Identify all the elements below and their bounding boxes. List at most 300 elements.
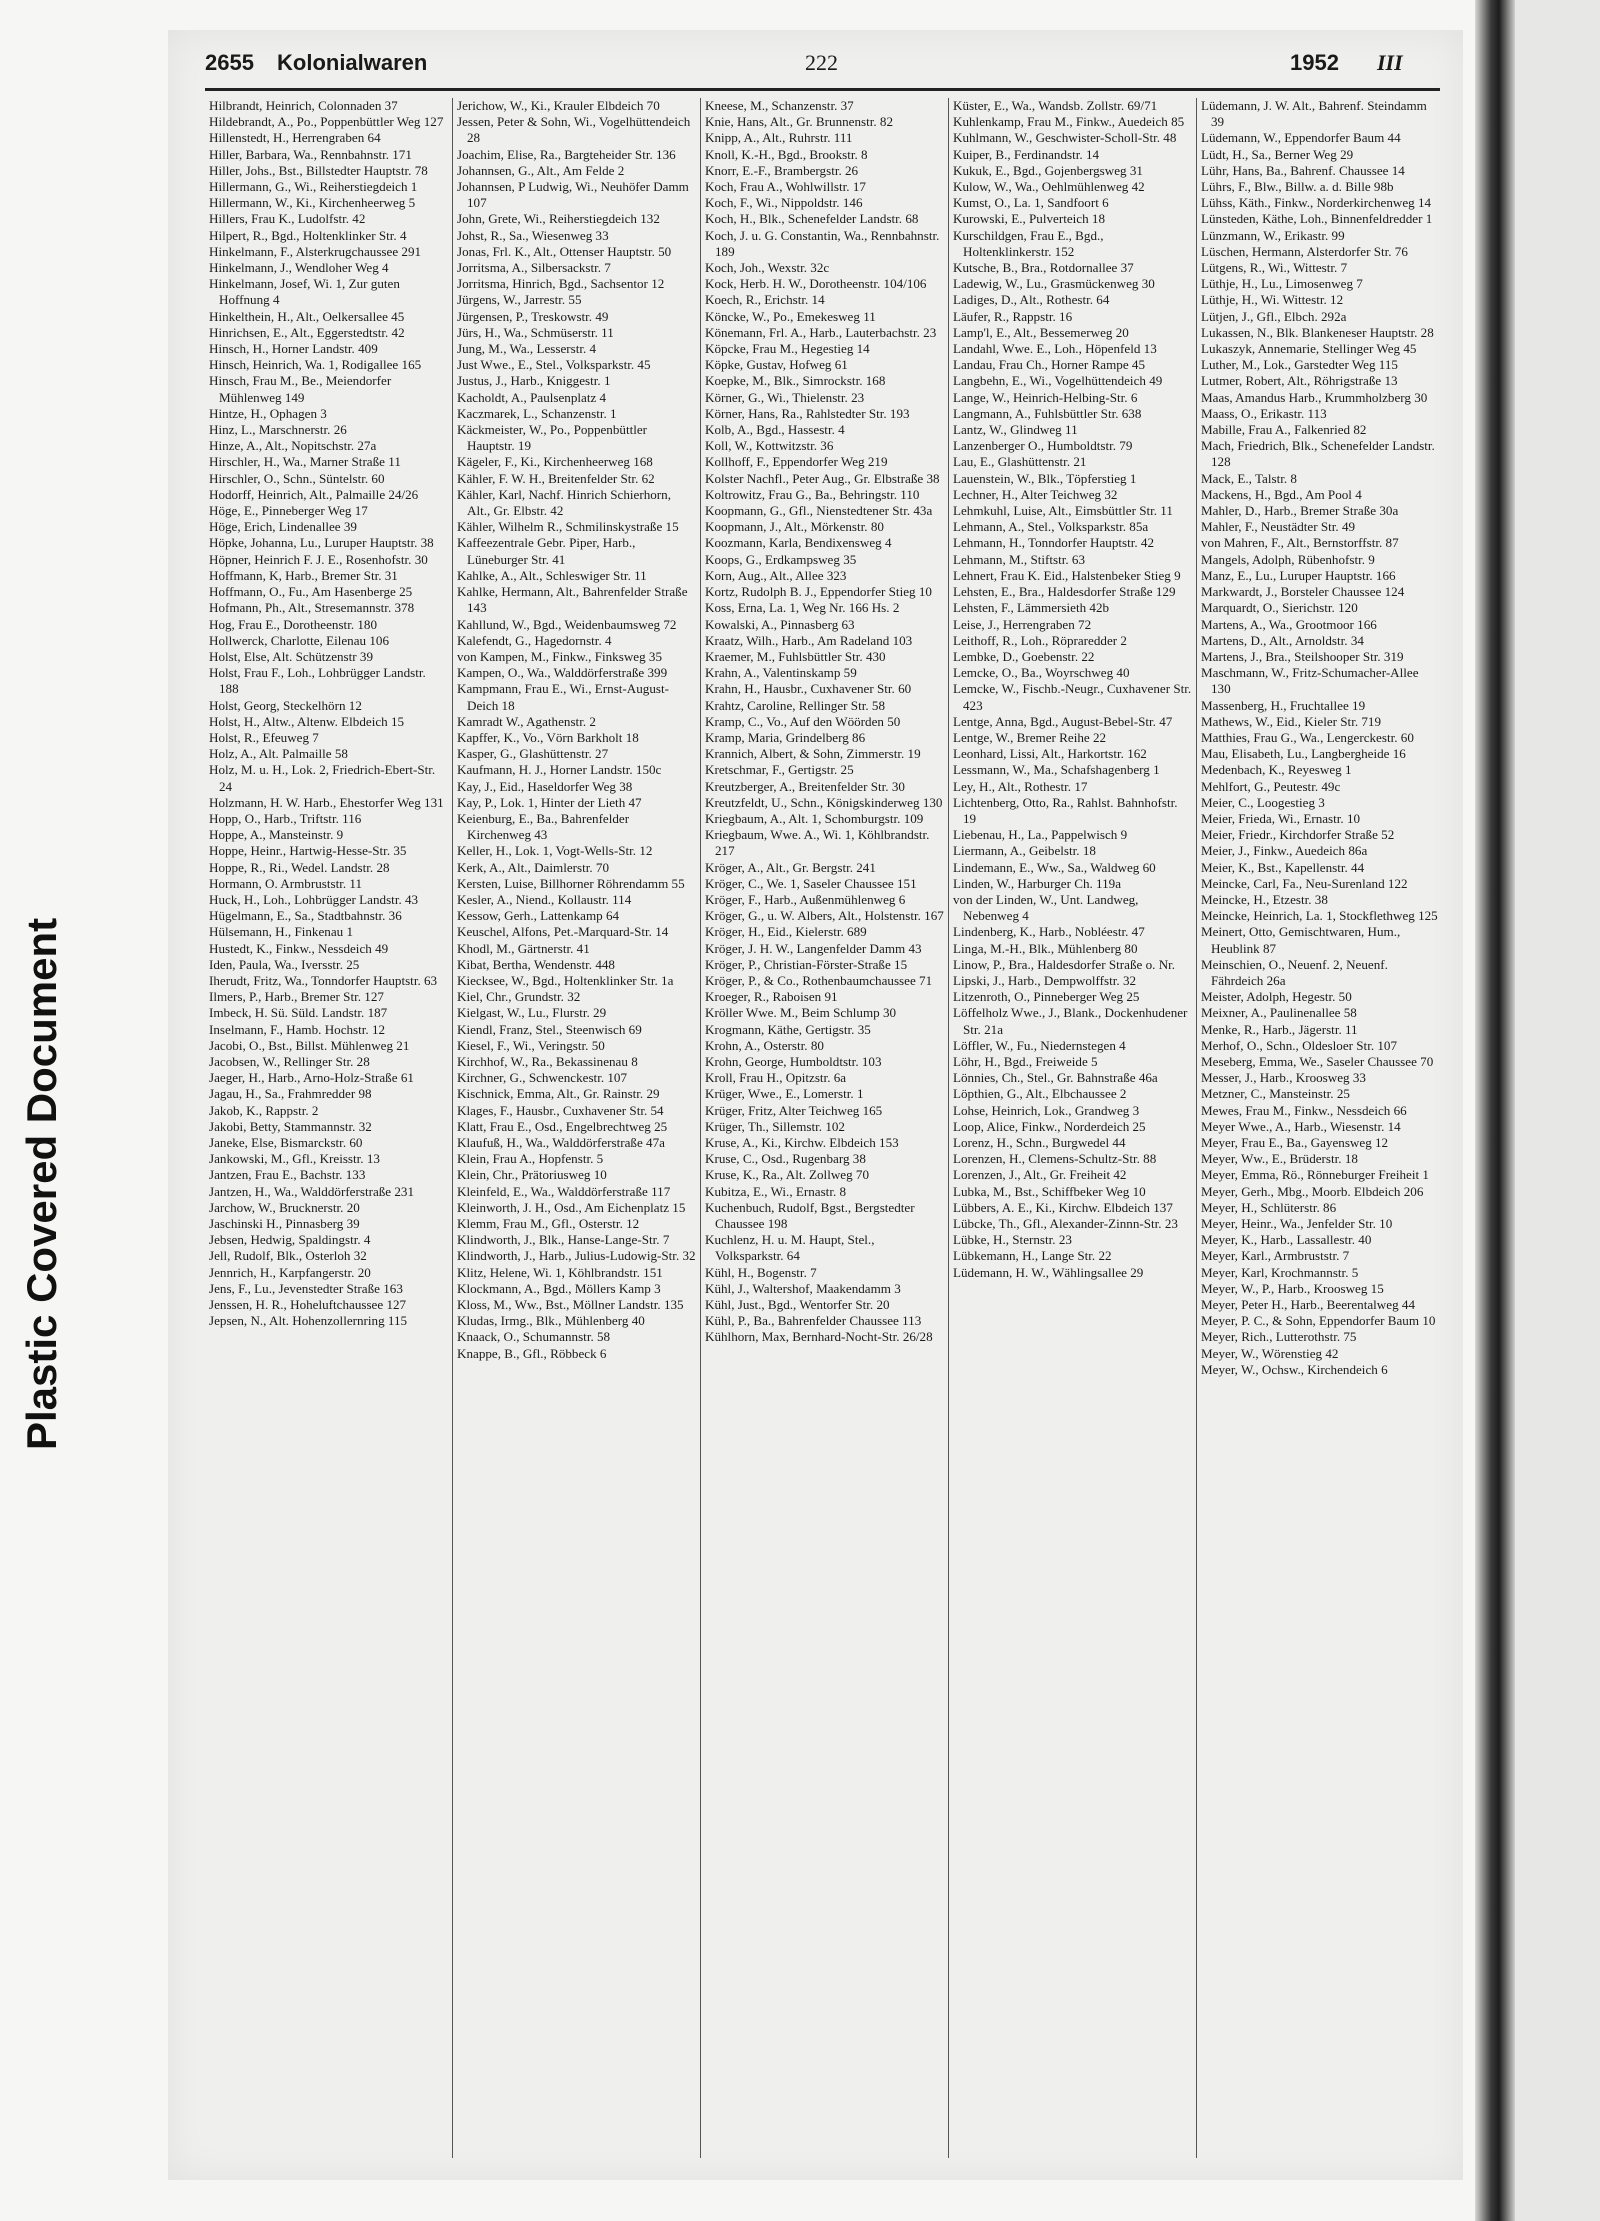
directory-entry: Kirchhof, W., Ra., Bekassinenau 8 <box>457 1053 638 1069</box>
directory-entry: Kleinworth, J. H., Osd., Am Eichenplatz 15 <box>457 1199 686 1215</box>
directory-entry: Lipski, J., Harb., Dempwolffstr. 32 <box>953 972 1137 988</box>
directory-entry: Kühl, H., Bogenstr. 7 <box>705 1264 817 1280</box>
directory-entry: Lehsten, E., Bra., Haldesdorfer Straße 129 <box>953 584 1176 600</box>
directory-entry: Jessen, Peter & Sohn, Wi., Vogelhüttendeich 28 <box>457 114 691 146</box>
directory-entry: Jung, M., Wa., Lesserstr. 4 <box>457 341 597 357</box>
directory-entry: Janeke, Else, Bismarckstr. 60 <box>209 1135 363 1150</box>
directory-entry: Köpcke, Frau M., Hegestieg 14 <box>705 341 870 357</box>
directory-entry: Holst, Else, Alt. Schützenstr 39 <box>209 648 374 664</box>
directory-entry: Kruse, K., Ra., Alt. Zollweg 70 <box>705 1167 870 1183</box>
directory-entry: Kolster Nachfl., Peter Aug., Gr. Elbstraße 38 <box>705 470 940 486</box>
directory-entry: Koozmann, Karla, Bendixensweg 4 <box>705 535 892 551</box>
directory-entry: Lüdemann, J. W. Alt., Bahrenf. Steindamm 39 <box>1201 98 1427 130</box>
directory-entry: Kroeger, R., Raboisen 91 <box>705 989 838 1005</box>
directory-entry: Lüthje, H., Wi. Wittestr. 12 <box>1201 292 1344 308</box>
year-label: 1952 <box>1290 50 1339 75</box>
directory-column-5 <box>1197 98 1445 2158</box>
directory-entry: Koech, R., Erichstr. 14 <box>705 292 825 308</box>
directory-entry: Khodl, M., Gärtnerstr. 41 <box>457 940 590 956</box>
directory-entry: Lantz, W., Glindweg 11 <box>953 422 1078 438</box>
directory-entry: Johst, R., Sa., Wiesenweg 33 <box>457 227 609 243</box>
directory-entry: Linga, M.-H., Blk., Mühlenberg 80 <box>953 940 1138 956</box>
directory-entry: Lüdemann, H. W., Wählingsallee 29 <box>953 1264 1144 1280</box>
directory-entry: Kessow, Gerh., Lattenkamp 64 <box>457 908 620 924</box>
directory-entry: Kortz, Rudolph B. J., Eppendorfer Stieg 10 <box>705 584 932 600</box>
directory-entry: Lange, W., Heinrich-Helbing-Str. 6 <box>953 389 1138 405</box>
directory-column-1 <box>205 98 453 2158</box>
directory-entry: Lutmer, Robert, Alt., Röhrigstraße 13 <box>1201 373 1398 389</box>
directory-entry: Hoppe, R., Ri., Wedel. Landstr. 28 <box>209 859 390 875</box>
directory-entry: Lukassen, N., Blk. Blankeneser Hauptstr. 28 <box>1201 324 1434 340</box>
directory-entry: Köpke, Gustav, Hofweg 61 <box>705 357 848 373</box>
directory-entry: Kähler, F. W. H., Breitenfelder Str. 62 <box>457 470 655 486</box>
directory-entry: Hiller, Johs., Bst., Billstedter Hauptstr. 78 <box>209 162 428 178</box>
directory-entry: Kuchenbuch, Rudolf, Bgst., Bergstedter Chaussee 198 <box>705 1199 915 1232</box>
directory-entry: Liebenau, H., La., Pappelwisch 9 <box>953 827 1128 843</box>
directory-entry: Kischnick, Emma, Alt., Gr. Rainstr. 29 <box>457 1086 660 1102</box>
directory-entry: Kreutzfeldt, U., Schn., Königskinderweg 130 <box>705 794 943 810</box>
directory-entry: Hollwerck, Charlotte, Eilenau 106 <box>209 632 389 648</box>
directory-entry: Martens, D., Alt., Arnoldstr. 34 <box>1201 632 1364 648</box>
directory-entry: Holst, R., Efeuweg 7 <box>209 729 319 745</box>
directory-entry: Meseberg, Emma, We., Saseler Chaussee 70 <box>1201 1053 1434 1069</box>
directory-entry: Lentge, W., Bremer Reihe 22 <box>953 729 1107 745</box>
directory-entry: Meier, Frieda, Wi., Ernastr. 10 <box>1201 810 1361 826</box>
directory-entry: Lechner, H., Alter Teichweg 32 <box>953 486 1118 502</box>
directory-entry: Hinkelmann, Josef, Wi. 1, Zur guten Hoffnung 4 <box>209 276 400 308</box>
directory-entry: John, Grete, Wi., Reiherstiegdeich 132 <box>457 211 660 227</box>
directory-entry: Lübcke, Th., Gfl., Alexander-Zinnn-Str. 23 <box>953 1216 1178 1232</box>
directory-entry: Kacholdt, A., Paulsenplatz 4 <box>457 389 607 405</box>
directory-entry: Linow, P., Bra., Haldesdorfer Straße o. Nr. <box>953 956 1176 972</box>
directory-entry: Hilpert, R., Bgd., Holtenklinker Str. 4 <box>209 227 407 243</box>
directory-entry: Kampen, O., Wa., Walddörferstraße 399 <box>457 665 668 681</box>
directory-entry: Marquardt, O., Sierichstr. 120 <box>1201 600 1358 616</box>
volume-label: III <box>1377 50 1403 75</box>
directory-entry: Kühlhorn, Max, Bernhard-Nocht-Str. 26/28 <box>705 1329 933 1345</box>
directory-entry: Maass, O., Erikastr. 113 <box>1201 405 1327 421</box>
directory-entry: Jaeger, H., Harb., Arno-Holz-Straße 61 <box>209 1070 414 1086</box>
directory-entry: Metzner, C., Mansteinstr. 25 <box>1201 1086 1350 1102</box>
directory-entry: Kumst, O., La. 1, Sandfoort 6 <box>953 195 1109 211</box>
directory-entry: Jürgens, W., Jarrestr. 55 <box>457 292 582 308</box>
directory-entry: Meincke, H., Etzestr. 38 <box>1201 891 1328 907</box>
directory-entry: Meyer, H., Schlüterstr. 86 <box>1201 1199 1337 1215</box>
directory-entry: Klein, Frau A., Hopfenstr. 5 <box>457 1151 604 1167</box>
directory-entry: Meyer, Peter H., Harb., Beerentalweg 44 <box>1201 1297 1415 1313</box>
directory-entry: Jürs, H., Wa., Schmüserstr. 11 <box>457 324 614 340</box>
directory-entry: Lorenzen, J., Alt., Gr. Freiheit 42 <box>953 1167 1127 1183</box>
directory-entry: Kägeler, F., Ki., Kirchenheerweg 168 <box>457 454 653 470</box>
directory-entry: Meyer, Ww., E., Brüderstr. 18 <box>1201 1151 1358 1167</box>
directory-entry: Kaufmann, H. J., Horner Landstr. 150c <box>457 762 662 778</box>
directory-entry: Meyer, Heinr., Wa., Jenfelder Str. 10 <box>1201 1216 1393 1232</box>
directory-entry: Kubitza, E., Wi., Ernastr. 8 <box>705 1183 847 1199</box>
directory-entry: Hirschler, O., Schn., Süntelstr. 60 <box>209 470 385 486</box>
directory-entry: Lessmann, W., Ma., Schafshagenberg 1 <box>953 762 1160 778</box>
directory-entry: Käckmeister, W., Po., Poppenbüttler Hauptstr. 19 <box>457 422 648 454</box>
directory-entry: Hustedt, K., Finkw., Nessdeich 49 <box>209 940 389 956</box>
adjacent-page-edge <box>1515 0 1600 2221</box>
directory-entry: Mathews, W., Eid., Kieler Str. 719 <box>1201 713 1382 729</box>
directory-entry: Menke, R., Harb., Jägerstr. 11 <box>1201 1021 1358 1037</box>
directory-entry: Kolb, A., Bgd., Hassestr. 4 <box>705 422 845 438</box>
directory-column-4 <box>949 98 1197 2158</box>
directory-entry: Jakob, K., Rappstr. 2 <box>209 1102 319 1118</box>
directory-entry: Joachim, Elise, Ra., Bargteheider Str. 136 <box>457 146 676 162</box>
directory-entry: Jorritsma, A., Silbersackstr. 7 <box>457 260 611 276</box>
directory-entry: Küster, E., Wa., Wandsb. Zollstr. 69/71 <box>953 98 1158 113</box>
directory-entry: Inselmann, F., Hamb. Hochstr. 12 <box>209 1021 386 1037</box>
directory-entry: Jarchow, W., Brucknerstr. 20 <box>209 1199 360 1215</box>
directory-entry: Mau, Elisabeth, Lu., Langbergheide 16 <box>1201 746 1406 762</box>
directory-entry: Lemcke, W., Fischb.-Neugr., Cuxhavener Str. 423 <box>953 681 1192 713</box>
directory-entry: Meinschien, O., Neuenf. 2, Neuenf. Fährdeich 26a <box>1201 956 1388 988</box>
directory-entry: Kröger, C., We. 1, Saseler Chaussee 151 <box>705 875 917 891</box>
directory-entry: Klein, Chr., Prätoriusweg 10 <box>457 1167 607 1183</box>
directory-entry: Meyer, Rich., Lutterothstr. 75 <box>1201 1329 1357 1345</box>
directory-entry: Koch, Frau A., Wohlwillstr. 17 <box>705 179 866 195</box>
directory-entry: Kähler, Karl, Nachf. Hinrich Schierhorn, Alt., Gr. Elbstr. 42 <box>457 486 671 519</box>
directory-entry: Johannsen, G., Alt., Am Felde 2 <box>457 162 625 178</box>
directory-entry: Kuhlenkamp, Frau M., Finkw., Auedeich 85 <box>953 114 1185 130</box>
directory-entry: Messer, J., Harb., Kroosweg 33 <box>1201 1070 1366 1086</box>
directory-entry: Holst, Georg, Steckelhörn 12 <box>209 697 362 713</box>
directory-entry: Lau, E., Glashüttenstr. 21 <box>953 454 1087 470</box>
directory-columns <box>205 98 1445 2158</box>
directory-entry: Lüschen, Hermann, Alsterdorfer Str. 76 <box>1201 243 1408 259</box>
directory-entry: Hoffmann, O., Fu., Am Hasenberge 25 <box>209 584 413 600</box>
directory-entry: Meyer, Gerh., Mbg., Moorb. Elbdeich 206 <box>1201 1183 1424 1199</box>
directory-entry: Merhof, O., Schn., Oldesloer Str. 107 <box>1201 1037 1398 1053</box>
directory-entry: von Kampen, M., Finkw., Finksweg 35 <box>457 648 663 664</box>
directory-entry: Lauenstein, W., Blk., Töpferstieg 1 <box>953 470 1137 486</box>
directory-entry: Keienburg, E., Ba., Bahrenfelder Kirchenweg 43 <box>457 810 630 843</box>
directory-entry: Koepke, M., Blk., Simrockstr. 168 <box>705 373 886 389</box>
directory-entry: Lehsten, F., Lämmersieth 42b <box>953 600 1110 616</box>
directory-entry: Just Wwe., E., Stel., Volksparkstr. 45 <box>457 357 651 373</box>
directory-entry: Leithoff, R., Loh., Röpraredder 2 <box>953 632 1127 648</box>
directory-entry: Kock, Herb. H. W., Dorotheenstr. 104/106 <box>705 276 927 292</box>
directory-entry: Könemann, Frl. A., Harb., Lauterbachstr. 23 <box>705 324 937 340</box>
directory-entry: Krahtz, Caroline, Rellinger Str. 58 <box>705 697 886 713</box>
directory-entry: Mahler, F., Neustädter Str. 49 <box>1201 519 1356 535</box>
directory-entry: Lukaszyk, Annemarie, Stellinger Weg 45 <box>1201 341 1417 357</box>
directory-entry: Hirschler, H., Wa., Marner Straße 11 <box>209 454 401 470</box>
directory-entry: Kröger, H., Eid., Kielerstr. 689 <box>705 924 867 940</box>
directory-entry: Lentge, Anna, Bgd., August-Bebel-Str. 47 <box>953 713 1173 729</box>
directory-entry: Kesler, A., Niend., Kollaustr. 114 <box>457 891 632 907</box>
directory-entry: Kruse, C., Osd., Rugenbarg 38 <box>705 1151 866 1167</box>
directory-entry: Jacobi, O., Bst., Billst. Mühlenweg 21 <box>209 1037 410 1053</box>
directory-entry: Meyer Wwe., A., Harb., Wiesenstr. 14 <box>1201 1118 1401 1134</box>
directory-entry: Koch, H., Blk., Schenefelder Landstr. 68 <box>705 211 919 227</box>
directory-entry: Kröger, P., & Co., Rothenbaumchaussee 71 <box>705 972 933 988</box>
directory-entry: Jantzen, H., Wa., Walddörferstraße 231 <box>209 1183 415 1199</box>
directory-entry: Kapffer, K., Vo., Vörn Barkholt 18 <box>457 729 639 745</box>
directory-entry: Meier, C., Loogestieg 3 <box>1201 794 1325 810</box>
directory-entry: Hillers, Frau K., Ludolfstr. 42 <box>209 211 366 227</box>
directory-entry: Leonhard, Lissi, Alt., Harkortstr. 162 <box>953 746 1147 762</box>
directory-entry: Lehmann, A., Stel., Volksparkstr. 85a <box>953 519 1149 535</box>
directory-entry: Kretschmar, F., Gertigstr. 25 <box>705 762 854 778</box>
directory-entry: Kulow, W., Wa., Oehlmühlenweg 42 <box>953 179 1145 195</box>
directory-entry: Kuchlenz, H. u. M. Haupt, Stel., Volksparkstr. 64 <box>705 1232 875 1264</box>
directory-entry: Jürgensen, P., Treskowstr. 49 <box>457 308 609 324</box>
directory-entry: Mehlfort, G., Peutestr. 49c <box>1201 778 1341 794</box>
directory-entry: Lemcke, O., Ba., Woyrschweg 40 <box>953 665 1130 681</box>
directory-entry: Kreutzberger, A., Breitenfelder Str. 30 <box>705 778 905 794</box>
directory-entry: Meier, J., Finkw., Auedeich 86a <box>1201 843 1368 859</box>
directory-entry: Medenbach, K., Reyesweg 1 <box>1201 762 1352 778</box>
directory-entry: Ilmers, P., Harb., Bremer Str. 127 <box>209 989 384 1005</box>
directory-entry: Kutsche, B., Bra., Rotdornallee 37 <box>953 260 1134 276</box>
directory-entry: Hülsemann, H., Finkenau 1 <box>209 924 354 940</box>
directory-entry: Lichtenberg, Otto, Ra., Rahlst. Bahnhofstr. 19 <box>953 794 1178 826</box>
directory-entry: Kerk, A., Alt., Daimlerstr. 70 <box>457 859 610 875</box>
directory-column-2 <box>453 98 701 2158</box>
directory-entry: Kramp, C., Vo., Auf den Wöörden 50 <box>705 713 901 729</box>
directory-entry: Imbeck, H. Sü. Süld. Landstr. 187 <box>209 1005 388 1021</box>
directory-entry: Iherudt, Fritz, Wa., Tonndorfer Hauptstr. 63 <box>209 972 438 988</box>
directory-entry: Koch, Joh., Wexstr. 32c <box>705 260 830 276</box>
directory-entry: Hoffmann, K, Harb., Bremer Str. 31 <box>209 567 398 583</box>
directory-entry: Lütgens, R., Wi., Wittestr. 7 <box>1201 260 1348 276</box>
directory-entry: Mack, E., Talstr. 8 <box>1201 470 1297 486</box>
directory-entry: Mackens, H., Bgd., Am Pool 4 <box>1201 486 1362 502</box>
directory-entry: Hoppe, A., Mansteinstr. 9 <box>209 827 344 843</box>
directory-entry: von der Linden, W., Unt. Landweg, Nebenweg 4 <box>953 891 1139 924</box>
directory-entry: Matthies, Frau G., Wa., Lengerckestr. 60 <box>1201 729 1414 745</box>
directory-entry: Krohn, A., Osterstr. 80 <box>705 1037 824 1053</box>
directory-entry: Meincke, Carl, Fa., Neu-Surenland 122 <box>1201 875 1408 891</box>
directory-entry: Litzenroth, O., Pinneberger Weg 25 <box>953 989 1140 1005</box>
directory-entry: Hinkelmann, F., Alsterkrugchaussee 291 <box>209 243 422 259</box>
directory-entry: Kröger, F., Harb., Außenmühlenweg 6 <box>705 891 906 907</box>
directory-entry: Meyer, W., Ochsw., Kirchendeich 6 <box>1201 1361 1388 1377</box>
directory-entry: Krüger, Fritz, Alter Teichweg 165 <box>705 1102 883 1118</box>
directory-entry: Huck, H., Loh., Lohbrügger Landstr. 43 <box>209 891 419 907</box>
directory-entry: Hillenstedt, H., Herrengraben 64 <box>209 130 381 146</box>
directory-entry: Hofmann, Ph., Alt., Stresemannstr. 378 <box>209 600 415 616</box>
directory-entry: Holst, Frau F., Loh., Lohbrügger Landstr. 188 <box>209 665 426 697</box>
directory-entry: Jagau, H., Sa., Frahmredder 98 <box>209 1086 372 1102</box>
directory-entry: Löhr, H., Bgd., Freiweide 5 <box>953 1053 1098 1069</box>
directory-entry: Lindenberg, K., Harb., Nobléestr. 47 <box>953 924 1145 940</box>
directory-entry: Hinrichsen, E., Alt., Eggerstedtstr. 42 <box>209 324 405 340</box>
plastic-covered-label: Plastic Covered Document <box>18 917 65 1450</box>
directory-entry: Langbehn, E., Wi., Vogelhüttendeich 49 <box>953 373 1163 389</box>
directory-entry: Höpner, Heinrich F. J. E., Rosenhofstr. 30 <box>209 551 428 567</box>
directory-entry: Keller, H., Lok. 1, Vogt-Wells-Str. 12 <box>457 843 653 859</box>
directory-entry: Ladewig, W., Lu., Grasmückenweg 30 <box>953 276 1155 292</box>
directory-entry: Lehmann, M., Stiftstr. 63 <box>953 551 1086 567</box>
directory-entry: Martens, J., Bra., Steilshooper Str. 319 <box>1201 648 1404 664</box>
directory-entry: Kay, P., Lok. 1, Hinter der Lieth 47 <box>457 794 642 810</box>
directory-entry: Koll, W., Kottwitzstr. 36 <box>705 438 834 454</box>
directory-entry: Meixner, A., Paulinenallee 58 <box>1201 1005 1357 1021</box>
directory-entry: Manz, E., Lu., Luruper Hauptstr. 166 <box>1201 567 1396 583</box>
directory-entry: Meier, Friedr., Kirchdorfer Straße 52 <box>1201 827 1395 843</box>
directory-entry: Hinkelmann, J., Wendloher Weg 4 <box>209 260 389 276</box>
directory-entry: Jell, Rudolf, Blk., Osterloh 32 <box>209 1248 367 1264</box>
directory-entry: Markwardt, J., Borsteler Chaussee 124 <box>1201 584 1405 600</box>
directory-entry: Kibat, Bertha, Wendenstr. 448 <box>457 956 615 972</box>
directory-entry: Kruse, A., Ki., Kirchw. Elbdeich 153 <box>705 1135 899 1150</box>
directory-entry: Meister, Adolph, Hegestr. 50 <box>1201 989 1352 1005</box>
directory-column-3 <box>701 98 949 2158</box>
directory-entry: Knoll, K.-H., Bgd., Brookstr. 8 <box>705 146 868 162</box>
directory-entry: Hiller, Barbara, Wa., Rennbahnstr. 171 <box>209 146 412 162</box>
directory-entry: Meyer, Frau E., Ba., Gayensweg 12 <box>1201 1135 1389 1150</box>
directory-entry: Kröger, P., Christian-Förster-Straße 15 <box>705 956 908 972</box>
directory-entry: Kirchner, G., Schwenckestr. 107 <box>457 1070 628 1086</box>
directory-entry: Kiel, Chr., Grundstr. 32 <box>457 989 581 1005</box>
directory-entry: Kröger, A., Alt., Gr. Bergstr. 241 <box>705 859 876 875</box>
binding-gutter <box>1475 0 1515 2221</box>
directory-entry: Hillermann, W., Ki., Kirchenheerweg 5 <box>209 195 416 211</box>
directory-entry: Holz, M. u. H., Lok. 2, Friedrich-Ebert-Str. 24 <box>209 762 436 794</box>
directory-entry: Keuschel, Alfons, Pet.-Marquard-Str. 14 <box>457 924 669 940</box>
directory-entry: Holzmann, H. W. Harb., Ehestorfer Weg 131 <box>209 794 444 810</box>
directory-entry: Lehnert, Frau K. Eid., Halstenbeker Stieg 9 <box>953 567 1181 583</box>
directory-entry: Lamp'l, E., Alt., Bessemerweg 20 <box>953 324 1129 340</box>
directory-entry: Langmann, A., Fuhlsbüttler Str. 638 <box>953 405 1142 421</box>
directory-entry: Lüdt, H., Sa., Berner Weg 29 <box>1201 146 1354 162</box>
directory-entry: Ley, H., Alt., Rothestr. 17 <box>953 778 1088 794</box>
directory-entry: Krogmann, Käthe, Gertigstr. 35 <box>705 1021 871 1037</box>
directory-entry: Hinz, L., Marschnerstr. 26 <box>209 422 347 438</box>
directory-entry: Mangels, Adolph, Rübenhofstr. 9 <box>1201 551 1375 567</box>
directory-entry: Jennrich, H., Karpfangerstr. 20 <box>209 1264 371 1280</box>
directory-entry: Meier, K., Bst., Kapellenstr. 44 <box>1201 859 1365 875</box>
directory-entry: Ladiges, D., Alt., Rothestr. 64 <box>953 292 1110 308</box>
directory-entry: Höpke, Johanna, Lu., Luruper Hauptstr. 38 <box>209 535 434 551</box>
directory-entry: von Mahren, F., Alt., Bernstorffstr. 87 <box>1201 535 1399 551</box>
directory-entry: Klockmann, A., Bgd., Möllers Kamp 3 <box>457 1280 661 1296</box>
directory-entry: Hinsch, Heinrich, Wa. 1, Rodigallee 165 <box>209 357 422 373</box>
directory-entry: Hopp, O., Harb., Triftstr. 116 <box>209 810 362 826</box>
directory-entry: Mach, Friedrich, Blk., Schenefelder Landstr. 128 <box>1201 438 1435 470</box>
directory-entry: Meinert, Otto, Gemischtwaren, Hum., Heublink 87 <box>1201 924 1401 956</box>
directory-entry: Kurowski, E., Pulverteich 18 <box>953 211 1106 227</box>
directory-entry: Kukuk, E., Bgd., Gojenbergsweg 31 <box>953 162 1143 178</box>
directory-entry: Jakobi, Betty, Stammannstr. 32 <box>209 1118 372 1134</box>
directory-entry: Jorritsma, Hinrich, Bgd., Sachsentor 12 <box>457 276 665 292</box>
directory-entry: Holz, A., Alt. Palmaille 58 <box>209 746 348 762</box>
directory-entry: Löpthien, G., Alt., Elbchaussee 2 <box>953 1086 1127 1102</box>
directory-entry: Lühr, Hans, Ba., Bahrenf. Chaussee 14 <box>1201 162 1405 178</box>
page-number: 2655 <box>205 50 254 75</box>
directory-entry: Meincke, Heinrich, La. 1, Stockflethweg 125 <box>1201 908 1438 924</box>
directory-entry: Löffelholz Wwe., J., Blank., Dockenhudener Str. 21a <box>953 1005 1188 1037</box>
directory-entry: Jacobsen, W., Rellinger Str. 28 <box>209 1053 370 1069</box>
directory-entry: Lühss, Käth., Finkw., Norderkirchenweg 14 <box>1201 195 1432 211</box>
directory-entry: Lehmkuhl, Luise, Alt., Eimsbüttler Str. 11 <box>953 503 1173 519</box>
directory-entry: Landahl, Wwe. E., Loh., Höpenfeld 13 <box>953 341 1157 357</box>
directory-entry: Kramp, Maria, Grindelberg 86 <box>705 729 866 745</box>
directory-entry: Lubka, M., Bst., Schiffbeker Weg 10 <box>953 1183 1146 1199</box>
directory-entry: Köncke, W., Po., Emekesweg 11 <box>705 308 876 324</box>
directory-entry: Lübke, H., Sternstr. 23 <box>953 1232 1072 1248</box>
directory-entry: Hildebrandt, A., Po., Poppenbüttler Weg 127 <box>209 114 444 130</box>
directory-entry: Kahlke, Hermann, Alt., Bahrenfelder Straße 143 <box>457 584 688 616</box>
directory-entry: Maas, Amandus Harb., Krummholzberg 30 <box>1201 389 1428 405</box>
directory-entry: Kiendl, Franz, Stel., Steenwisch 69 <box>457 1021 642 1037</box>
directory-entry: Koopmann, G., Gfl., Nienstedtener Str. 43a <box>705 503 933 519</box>
directory-entry: Hinkelthein, H., Alt., Oelkersallee 45 <box>209 308 405 324</box>
directory-entry: Iden, Paula, Wa., Iversstr. 25 <box>209 956 360 972</box>
directory-entry: Kahllund, W., Bgd., Weidenbaumsweg 72 <box>457 616 677 632</box>
directory-entry: Koss, Erna, La. 1, Weg Nr. 166 Hs. 2 <box>705 600 900 616</box>
directory-entry: Krannich, Albert, & Sohn, Zimmerstr. 19 <box>705 746 921 762</box>
directory-entry: Kersten, Luise, Billhorner Röhrendamm 55 <box>457 875 685 891</box>
directory-entry: Mewes, Frau M., Finkw., Nessdeich 66 <box>1201 1102 1407 1118</box>
directory-entry: Kludas, Irmg., Blk., Mühlenberg 40 <box>457 1313 645 1329</box>
directory-entry: Jenssen, H. R., Hoheluftchaussee 127 <box>209 1297 407 1313</box>
directory-entry: Meyer, Karl, Krochmannstr. 5 <box>1201 1264 1359 1280</box>
directory-entry: Koltrowitz, Frau G., Ba., Behringstr. 110 <box>705 486 920 502</box>
page-header <box>205 44 1447 84</box>
directory-entry: Mabille, Frau A., Falkenried 82 <box>1201 422 1367 438</box>
directory-entry: Jaschinski H., Pinnasberg 39 <box>209 1216 360 1232</box>
directory-entry: Klitz, Helene, Wi. 1, Köhlbrandstr. 151 <box>457 1264 663 1280</box>
directory-entry: Korn, Aug., Alt., Allee 323 <box>705 567 847 583</box>
directory-entry: Liermann, A., Geibelstr. 18 <box>953 843 1096 859</box>
directory-entry: Kielgast, W., Lu., Flurstr. 29 <box>457 1005 607 1021</box>
directory-entry: Knorr, E.-F., Brambergstr. 26 <box>705 162 859 178</box>
directory-entry: Kriegbaum, Wwe. A., Wi. 1, Köhlbrandstr. 217 <box>705 827 930 859</box>
directory-entry: Lorenzen, H., Clemens-Schultz-Str. 88 <box>953 1151 1157 1167</box>
directory-entry: Kamradt W., Agathenstr. 2 <box>457 713 596 729</box>
directory-entry: Kampmann, Frau E., Wi., Ernst-August-Deich 18 <box>457 681 669 713</box>
directory-entry: Knaack, O., Schumannstr. 58 <box>457 1329 611 1345</box>
directory-entry: Körner, G., Wi., Thielenstr. 23 <box>705 389 865 405</box>
directory-entry: Kalefendt, G., Hagedornstr. 4 <box>457 632 612 648</box>
directory-entry: Knie, Hans, Alt., Gr. Brunnenstr. 82 <box>705 114 894 130</box>
directory-entry: Hügelmann, E., Sa., Stadtbahnstr. 36 <box>209 908 402 924</box>
directory-entry: Hinze, A., Alt., Nopitschstr. 27a <box>209 438 377 454</box>
directory-entry: Knappe, B., Gfl., Röbbeck 6 <box>457 1345 607 1361</box>
directory-entry: Jens, F., Lu., Jevenstedter Straße 163 <box>209 1280 403 1296</box>
directory-entry: Kröller Wwe. M., Beim Schlump 30 <box>705 1005 897 1021</box>
directory-entry: Kurschildgen, Frau E., Bgd., Holtenklinkerstr. 152 <box>953 227 1104 259</box>
directory-entry: Jepsen, N., Alt. Hohenzollernring 115 <box>209 1313 408 1329</box>
directory-entry: Hinsch, Frau M., Be., Meiendorfer Mühlenweg 149 <box>209 373 392 405</box>
directory-entry: Krahn, A., Valentinskamp 59 <box>705 665 857 681</box>
directory-entry: Hintze, H., Ophagen 3 <box>209 405 327 421</box>
directory-entry: Kowalski, A., Pinnasberg 63 <box>705 616 855 632</box>
directory-entry: Meyer, Karl., Armbruststr. 7 <box>1201 1248 1350 1264</box>
directory-entry: Hinsch, H., Horner Landstr. 409 <box>209 341 378 357</box>
directory-entry: Meyer, W., Wörenstieg 42 <box>1201 1345 1339 1361</box>
directory-entry: Johannsen, P Ludwig, Wi., Neuhöfer Damm 107 <box>457 179 689 211</box>
directory-entry: Kuiper, B., Ferdinandstr. 14 <box>953 146 1100 162</box>
directory-entry: Klindworth, J., Blk., Hanse-Lange-Str. 7 <box>457 1232 670 1248</box>
directory-entry: Lübbers, A. E., Ki., Kirchw. Elbdeich 137 <box>953 1199 1173 1215</box>
directory-entry: Kühl, J., Waltershof, Maakendamm 3 <box>705 1280 901 1296</box>
directory-entry: Lübkemann, H., Lange Str. 22 <box>953 1248 1112 1264</box>
directory-entry: Lünsteden, Käthe, Loh., Binnenfeldredder 1 <box>1201 211 1433 227</box>
directory-entry: Kähler, Wilhelm R., Schmilinskystraße 15 <box>457 519 679 535</box>
directory-entry: Koch, F., Wi., Nippoldstr. 146 <box>705 195 863 211</box>
directory-entry: Hormann, O. Armbruststr. 11 <box>209 875 362 891</box>
directory-entry: Kraatz, Wilh., Harb., Am Radeland 103 <box>705 632 913 648</box>
directory-entry: Kröger, J. H. W., Langenfelder Damm 43 <box>705 940 922 956</box>
directory-entry: Loop, Alice, Finkw., Norderdeich 25 <box>953 1118 1146 1134</box>
directory-entry: Kraemer, M., Fuhlsbüttler Str. 430 <box>705 648 886 664</box>
category-title: Kolonialwaren <box>277 50 428 75</box>
